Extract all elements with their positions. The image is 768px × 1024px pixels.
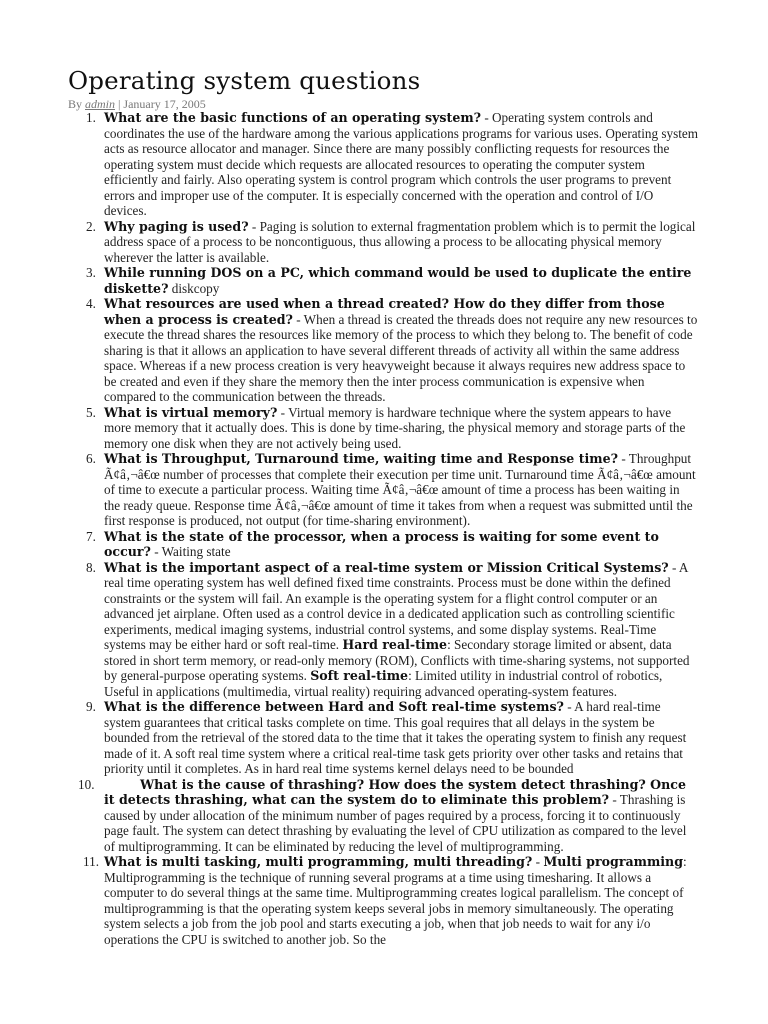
question-item: 5. What is virtual memory? - Virtual memory is hardware technique where the system appears to have more memory that it actually does. This is done by time-sharing, the physical memory and storage parts of the memory one disk when they are not actively being used. (86, 404, 686, 451)
question-text: What is virtual memory? (104, 404, 278, 420)
question-item: 9. What is the difference between Hard and Soft real-time systems? - A hard real-time system guarantees that critical tasks complete on time. This goal requires that all delays in the system be bounded from the retrieval of the stored data to the time that it takes the operating system to finish any request made of it. A soft real time system where a critical real-time task gets priority over other tasks and retains that priority until it completes. As in hard real time systems kernel delays need to be bounded (86, 699, 687, 776)
term-hard-real-time: Hard real-time (342, 637, 448, 652)
question-text: What is the difference between Hard and Soft real-time systems? (104, 699, 564, 714)
answer-text: - Paging is solution to external fragmentation problem which is to permit the logical address space of a process to be noncontiguous, thus allowing a process to be allocating physical memory wherever the latter is available. (104, 218, 696, 265)
question-text: While running DOS on a PC, which command would be used to duplicate the entire diskette? (104, 265, 692, 296)
question-text: What resources are used when a thread created? How do they differ from those when a process is created? (104, 296, 665, 327)
question-item: 2. Why paging is used? - Paging is solution to external fragmentation problem which is to permit the logical address space of a process to be noncontiguous, thus allowing a process to be allocating physical memory wherever the latter is available. (86, 218, 696, 265)
answer-text: - A real time operating system has well defined fixed time constraints. Process must be done within the defined constraints or the system will fail. An example is the operating system for a flight control computer or an advanced jet airplane. Often used as a control device in a dedicated application such as controlling scientific experiments, medical imaging systems, industrial control systems, and some display systems. Real-Time systems may be either hard or soft real-time. (104, 559, 688, 652)
page-title: Operating system questions (68, 66, 421, 95)
question-text: What are the basic functions of an operating system? (104, 110, 482, 125)
question-item: 4. What resources are used when a thread created? How do they differ from those when a process is created? - When a thread is created the threads does not require any new resources to execute the thread shares the resources like memory of the process to which they belong to. The benefit of code sharing is that it allows an application to have several different threads of activity all within the same address space. Whereas if a new process creation is very heavyweight because it always requires new address space to be created and even if they share the memory then the inter process communication is expensive when compared to the communication between the threads. (86, 296, 698, 404)
question-item: 7. What is the state of the processor, when a process is waiting for some event to occur? - Waiting state (86, 528, 659, 559)
question-text: What is the cause of thrashing? How does the system detect thrashing? Once it detects thrashing, what can the system do to eliminate this problem? (104, 776, 686, 807)
answer-text: : Multiprogramming is the technique of running several programs at a time using timesharing. It allows a computer to do several things at the same time. Multiprogramming creates logical parallelism. The concept of multiprogramming is that the operating system keeps several jobs in memory simultaneously. The operating system selects a job from the job pool and starts executing a job, when that job needs to wait for any i/o operations the CPU is switched to another job. So the (104, 854, 687, 947)
author-link[interactable]: admin (85, 97, 116, 111)
post-date: January 17, 2005 (123, 97, 206, 111)
question-item: 11. What is multi tasking, multi programming, multi threading? - Multi programming: Multiprogramming is the technique of running several programs at a time using timesharing. It allows a computer to do several things at the same time. Multiprogramming creates logical parallelism. The concept of multiprogramming is that the operating system keeps several jobs in memory simultaneously. The operating system selects a job from the job pool and starts executing a job, when that job needs to wait for any i/o operations the CPU is switched to another job. So the (83, 854, 687, 947)
question-list (78, 110, 699, 947)
question-text: What is the important aspect of a real-time system or Mission Critical Systems? (104, 559, 669, 575)
answer-text: - Thrashing is caused by under allocation of the minimum number of pages required by a process, forcing it to continuously page fault. The system can detect thrashing by evaluating the level of CPU utilization as compared to the level of multiprogramming. It can be eliminated by reducing the level of multiprogramming. (104, 792, 687, 854)
answer-text: - Waiting state (150, 544, 231, 559)
answer-text: - Virtual memory is hardware technique where the system appears to have more memory that it actually does. This is done by time-sharing, the physical memory and storage parts of the memory one disk when they are not actively being used. (104, 404, 686, 451)
question-item: 3. While running DOS on a PC, which command would be used to duplicate the entire diskette? diskcopy (86, 265, 692, 296)
answer-text: diskcopy (168, 280, 220, 296)
term-multi-programming: Multi programming (543, 854, 684, 869)
answer-text: - When a thread is created the threads does not require any new resources to execute the thread shares the resources like memory of the process to which they belong to. The benefit of code sharing is that it allows an application to have several different threads of activity all within the same address space. Whereas if a new process creation is very heavyweight because it always requires new address space to be created and even if they share the memory then the inter process communication is expensive when compared to the communication between the threads. (104, 311, 698, 404)
question-text: Why paging is used? (104, 218, 249, 234)
question-item: 6. What is Throughput, Turnaround time, waiting time and Response time? - Throughput Ã¢â‚¬â€œ number of processes that complete their execution per time unit. Turnaround time Ã¢â‚¬â€œ amount of time to execute a particular process. Waiting time Ã¢â‚¬â€œ amount of time a process has been waiting in the ready queue. Response time Ã¢â‚¬â€œ amount of time it takes from when a request was submitted until the first response is produced, not output (for time-sharing environment). (86, 451, 696, 528)
question-text: What is Throughput, Turnaround time, waiting time and Response time? (104, 451, 619, 466)
byline: By admin | January 17, 2005 (68, 97, 206, 111)
answer-text: - Throughput Ã¢â‚¬â€œ number of processes that complete their execution per time unit. Turnaround time Ã¢â‚¬â€œ amount of time to execute a particular process. Waiting time Ã¢â‚¬â€œ amount of time a process has been waiting in the ready queue. Response time Ã¢â‚¬â€œ amount of time it takes from when a request was submitted until the first response is produced, not output (for time-sharing environment). (104, 451, 696, 528)
answer-text: - Operating system controls and coordinates the use of the hardware among the various applications programs for various uses. Operating system acts as resource allocator and manager. Since there are many possibly conflicting requests for resources the operating system must decide which requests are allocated resources to operating the computer system efficiently and fairly. Also operating system is control program which controls the user programs to prevent errors and improper use of the computer. It is especially concerned with the operation and control of I/O devices. (104, 110, 699, 218)
term-soft-real-time: Soft real-time (310, 668, 409, 683)
question-item: 1. What are the basic functions of an operating system? - Operating system controls and coordinates the use of the hardware among the various applications programs for various uses. Operating system acts as resource allocator and manager. Since there are many possibly conflicting requests for resources the operating system must decide which requests are allocated resources to operating the computer system efficiently and fairly. Also operating system is control program which controls the user programs to prevent errors and improper use of the computer. It is especially concerned with the operation and control of I/O devices. (86, 110, 699, 218)
question-text: What is the state of the processor, when a process is waiting for some event to occur? (104, 528, 659, 559)
question-item: 8. What is the important aspect of a real-time system or Mission Critical Systems? - A real time operating system has well defined fixed time constraints. Process must be done within the defined constraints or the system will fail. An example is the operating system for a flight control computer or an advanced jet airplane. Often used as a control device in a dedicated application such as controlling scientific experiments, medical imaging systems, industrial control systems, and some display systems. Real-Time systems may be either hard or soft real-time. Hard real-time: Secondary storage limited or absent, data stored in short term memory, or read-only memory (ROM), Conflicts with time-sharing systems, not supported by general-purpose operating systems. Soft real-time: Limited utility in industrial control of robotics, Useful in applications (multimedia, virtual reality) requiring advanced operating-system features. (86, 559, 690, 699)
answer-text: - A hard real-time system guarantees that critical tasks complete on time. This goal requires that all delays in the system be bounded from the retrieval of the stored data to the time that it takes the operating system to finish any request made of it. A soft real time system where a critical real-time task gets priority over other tasks and retains that priority until it completes. As in hard real time systems kernel delays need to be bounded (104, 699, 687, 776)
question-text: What is multi tasking, multi programming, multi threading? (104, 854, 533, 869)
question-item: 10. What is the cause of thrashing? How does the system detect thrashing? Once it detects thrashing, what can the system do to eliminate this problem? - Thrashing is caused by under allocation of the minimum number of pages required by a process, forcing it to continuously page fault. The system can detect thrashing by evaluating the level of CPU utilization as compared to the level of multiprogramming. It can be eliminated by reducing the level of multiprogramming. (78, 776, 687, 854)
